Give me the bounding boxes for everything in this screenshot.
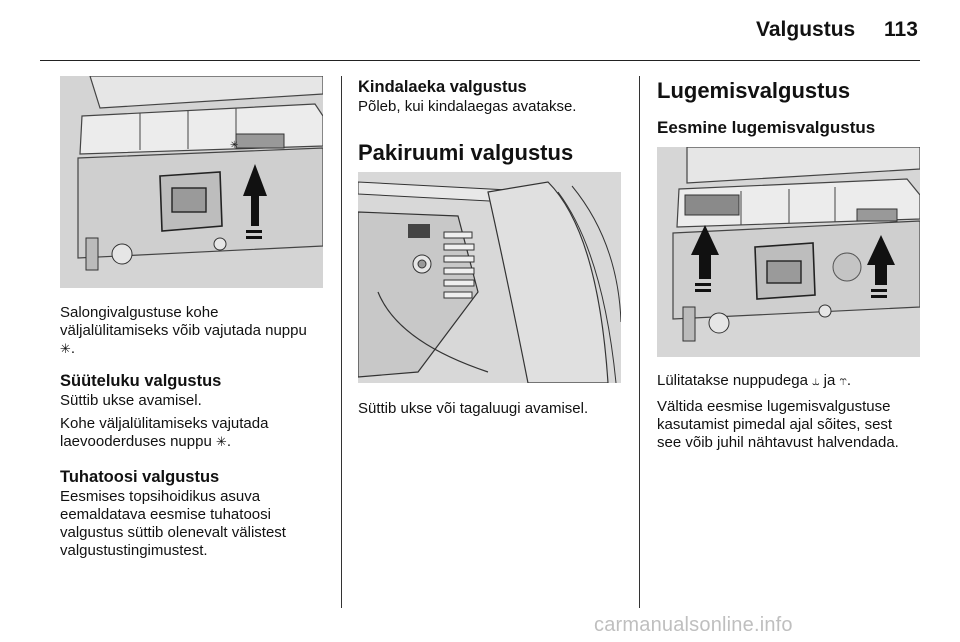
interior-light-console-drawing (60, 76, 323, 288)
interior-light-icon: ✳ (60, 342, 71, 357)
header-rule (40, 60, 920, 61)
reading-light-console-illustration (657, 147, 920, 357)
front-reading-light-subheading: Eesmine lugemisvalgustus (657, 118, 876, 137)
svg-text:✳: ✳ (230, 140, 239, 151)
interior-light-caption (60, 304, 307, 359)
caption-line: väljalülitamiseks võib vajutada nuppu (60, 322, 307, 339)
ignition-light-heading: Süüteluku valgustus (60, 372, 222, 390)
page-title: Valgustus (756, 18, 856, 41)
ashtray-light-heading: Tuhatoosi valgustus (60, 468, 220, 486)
reading-light-left-icon: ⥿ (812, 374, 820, 389)
page-header (0, 0, 960, 62)
column-divider-left (341, 76, 342, 608)
watermark: carmanualsonline.info (594, 614, 793, 636)
caption-line: ✳. (60, 340, 76, 357)
reading-light-warning-text: Vältida eesmise lugemisvalgustuse kasutamist pimedal ajal sõites, sest see võib juhil nähtavust halvendada. (657, 398, 899, 451)
reading-light-right-icon: ⥾ (839, 374, 847, 389)
page-number: 113 (884, 18, 918, 41)
glovebox-light-heading: Kindalaeka valgustus (358, 78, 527, 96)
reading-light-console-drawing (657, 147, 920, 357)
ignition-light-text-1: Süttib ukse avamisel. (60, 392, 202, 409)
ignition-light-text-2: Kohe väljalülitamiseks vajutada laevooderduses nuppu ✳. (60, 415, 269, 450)
caption-line: Salongivalgustuse kohe (60, 304, 219, 321)
glovebox-light-text: Põleb, kui kindalaegas avatakse. (358, 98, 577, 115)
trunk-light-heading: Pakiruumi valgustus (358, 140, 574, 165)
reading-light-switch-text: Lülitatakse nuppudega ⥿ ja ⥾. (657, 372, 852, 389)
interior-light-icon: ✳ (215, 435, 227, 450)
column-divider-right (639, 76, 640, 608)
reading-lights-heading: Lugemisvalgustus (657, 78, 851, 103)
trunk-light-caption: Süttib ukse või tagaluugi avamisel. (358, 400, 589, 417)
interior-light-console-illustration (60, 76, 323, 288)
trunk-light-illustration (358, 172, 621, 383)
ashtray-light-text: Eesmises topsihoidikus asuva eemaldatava eesmise tuhatoosi valgustus süttib olenevalt välistest valgustustingimustest. (60, 488, 286, 559)
trunk-interior-drawing (358, 172, 621, 383)
